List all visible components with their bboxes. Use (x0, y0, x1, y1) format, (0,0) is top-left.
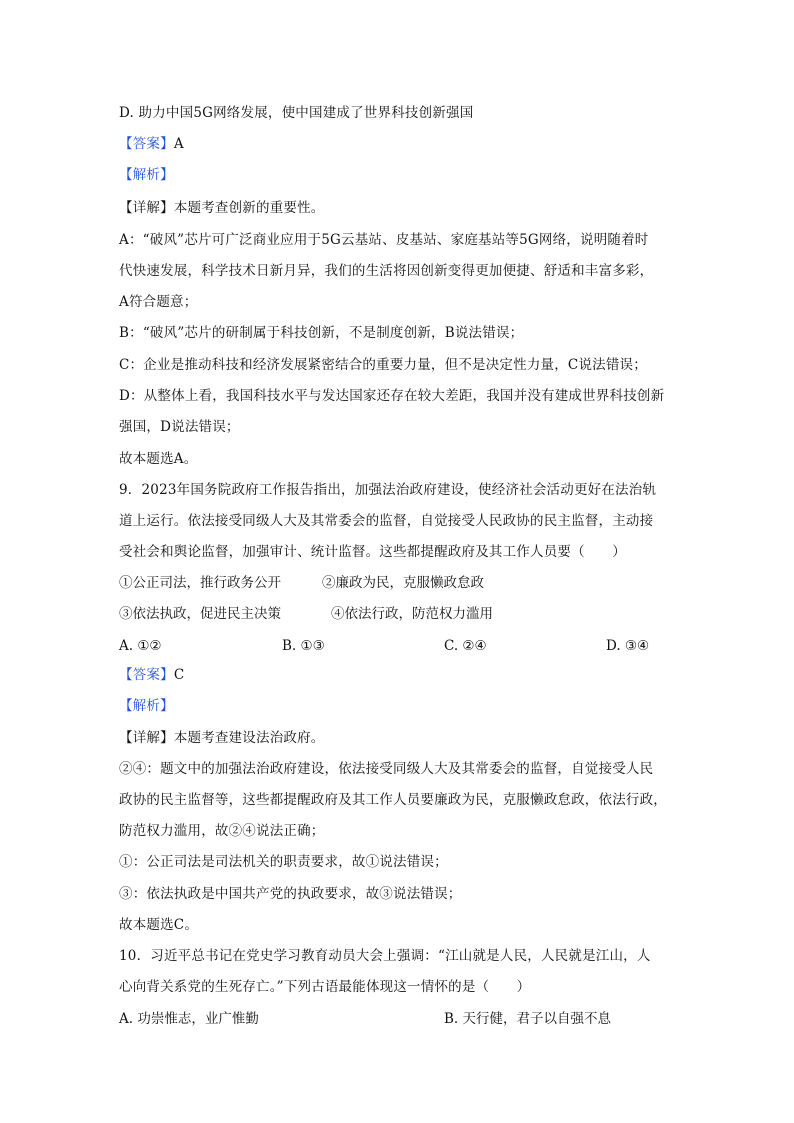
prev-explanation-line: A符合题意； (119, 294, 198, 310)
q9-stem-line: 受社会和舆论监督，加强审计、统计监督。这些都提醒政府及其工作人员要（ ） (119, 544, 626, 560)
prev-explanation-line: 代快速发展，科学技术日新月异，我们的生活将因创新变得更加便捷、舒适和丰富多彩， (119, 263, 654, 279)
prev-explanation-line: D：从整体上看，我国科技水平与发达国家还存在较大差距，我国并没有建成世界科技创新 (119, 388, 665, 404)
answer-tag: 【答案】 (119, 136, 174, 152)
q9-explanation-line: 防范权力滥用，故②④说法正确； (119, 823, 325, 839)
prev-explanation-line: B：“破风”芯片的研制属于科技创新，不是制度创新，B说法错误； (119, 325, 524, 341)
q9-item-3: ③依法执政，促进民主决策 (119, 606, 281, 622)
prev-option-d: D. 助力中国5G网络发展，使中国建成了世界科技创新强国 (119, 105, 474, 121)
q9-explanation-line: ②④：题文中的加强法治政府建设，依法接受同级人大及其常委会的监督，自觉接受人民 (119, 761, 654, 777)
detail-tag: 【详解】 (119, 200, 174, 216)
q9-explanation-line: ③：依法执政是中国共产党的执政要求，故③说法错误； (119, 886, 462, 902)
q9-stem-line: 道上运行。依法接受同级人大及其常委会的监督，自觉接受人民政协的民主监督，主动接 (119, 513, 654, 529)
q9-item-1: ①公正司法，推行政务公开 (119, 575, 281, 591)
q9-answer-line (119, 666, 184, 684)
prev-answer-line (119, 135, 184, 153)
detail-intro: 本题考查建设法治政府。 (173, 730, 325, 746)
q9-analysis-tag: 【解析】 (119, 698, 174, 714)
q9-explanation-line: ①：公正司法是司法机关的职责要求，故①说法错误； (119, 854, 448, 870)
prev-explanation-line: 强国，D说法错误； (119, 419, 240, 435)
answer-value: A (173, 136, 184, 152)
q9-explanation-line: 政协的民主监督等，这些都提醒政府及其工作人员要廉政为民，克服懒政怠政，依法行政， (119, 792, 667, 808)
answer-tag: 【答案】 (119, 667, 174, 683)
q9-option-d: D. ③④ (606, 638, 650, 654)
q9-conclusion: 故本题选C。 (119, 917, 199, 933)
prev-explanation-line: A：“破风”芯片可广泛商业应用于5G云基站、皮基站、家庭基站等5G网络，说明随着时 (119, 232, 649, 248)
q10-stem-line: 心向背关系党的生死存亡。”下列古语最能体现这一情怀的是（ ） (119, 979, 531, 995)
q9-item-4: ④依法行政，防范权力滥用 (331, 606, 493, 622)
q10-option-b: B. 天行健，君子以自强不息 (444, 1011, 612, 1027)
q9-detail-line (119, 729, 325, 747)
prev-analysis-tag: 【解析】 (119, 167, 174, 183)
q9-option-c: C. ②④ (444, 638, 487, 654)
q10-stem-line: 10．习近平总书记在党史学习教育动员大会上强调：“江山就是人民，人民就是江山，人 (119, 948, 651, 964)
prev-conclusion: 故本题选A。 (119, 451, 198, 467)
q9-option-a: A. ①② (119, 638, 162, 654)
prev-detail-line (119, 199, 325, 217)
q10-option-a: A. 功崇惟志，业广惟勤 (119, 1011, 259, 1027)
q9-stem-line: 9．2023年国务院政府工作报告指出，加强法治政府建设，使经济社会活动更好在法治轨 (119, 482, 657, 498)
detail-tag: 【详解】 (119, 730, 174, 746)
q9-option-b: B. ①③ (282, 638, 325, 654)
detail-intro: 本题考查创新的重要性。 (173, 200, 325, 216)
prev-explanation-line: C：企业是推动科技和经济发展紧密结合的重要力量，但不是决定性力量，C说法错误； (119, 357, 647, 373)
q9-item-2: ②廉政为民，克服懒政怠政 (322, 575, 484, 591)
answer-value: C (173, 667, 185, 683)
